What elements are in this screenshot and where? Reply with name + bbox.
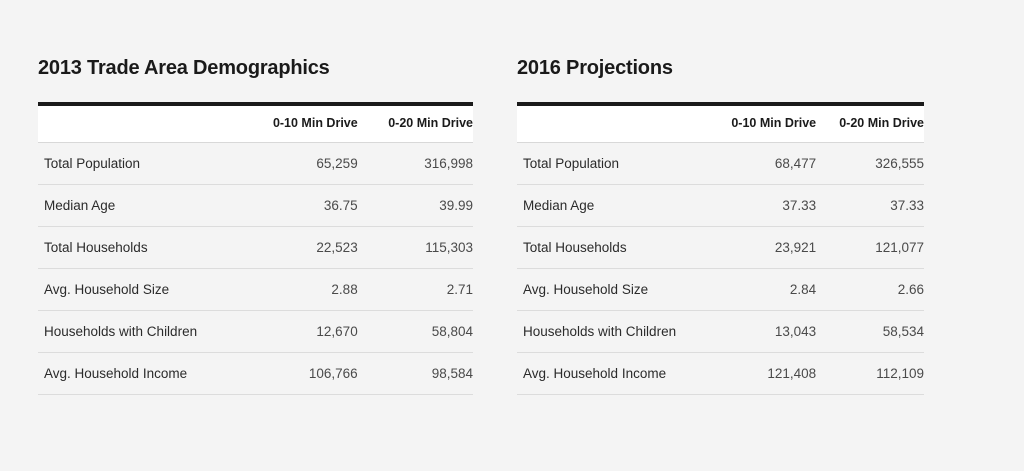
table-row [517, 311, 924, 353]
table-row [517, 269, 924, 311]
column-header-0-10-min-drive: 0-10 Min Drive [708, 104, 816, 143]
column-header-0-10-min-drive: 0-10 Min Drive [242, 104, 357, 143]
row-value-0-10: 37.33 [708, 185, 816, 227]
row-value-0-10: 12,670 [242, 311, 357, 353]
row-label: Households with Children [38, 311, 242, 353]
row-value-0-20: 112,109 [816, 353, 924, 395]
table-body [517, 143, 924, 395]
row-value-0-20: 39.99 [358, 185, 473, 227]
table-row [517, 353, 924, 395]
row-value-0-10: 23,921 [708, 227, 816, 269]
row-label: Households with Children [517, 311, 708, 353]
panel-2013-trade-area-demographics [0, 56, 487, 395]
demographics-table-2016 [517, 102, 924, 395]
table-header-row [517, 104, 924, 143]
row-value-0-20: 58,804 [358, 311, 473, 353]
row-label: Median Age [517, 185, 708, 227]
table-header [38, 104, 473, 143]
table-body [38, 143, 473, 395]
table-header-row [38, 104, 473, 143]
row-label: Avg. Household Size [517, 269, 708, 311]
row-value-0-10: 65,259 [242, 143, 357, 185]
row-value-0-20: 98,584 [358, 353, 473, 395]
row-value-0-20: 115,303 [358, 227, 473, 269]
row-value-0-20: 58,534 [816, 311, 924, 353]
panel-2016-projections [487, 56, 974, 395]
row-value-0-10: 2.88 [242, 269, 357, 311]
table-row [38, 353, 473, 395]
column-header-0-20-min-drive: 0-20 Min Drive [358, 104, 473, 143]
row-value-0-10: 13,043 [708, 311, 816, 353]
row-value-0-10: 36.75 [242, 185, 357, 227]
row-value-0-20: 316,998 [358, 143, 473, 185]
table-row [517, 185, 924, 227]
row-label: Total Population [38, 143, 242, 185]
panel-title: 2013 Trade Area Demographics [38, 57, 330, 79]
table-row [38, 143, 473, 185]
row-label: Avg. Household Size [38, 269, 242, 311]
row-label: Avg. Household Income [38, 353, 242, 395]
row-value-0-20: 2.71 [358, 269, 473, 311]
row-label: Total Households [517, 227, 708, 269]
column-header-0-20-min-drive: 0-20 Min Drive [816, 104, 924, 143]
row-label: Median Age [38, 185, 242, 227]
table-row [517, 227, 924, 269]
table-row [38, 227, 473, 269]
table-row [38, 311, 473, 353]
row-value-0-10: 2.84 [708, 269, 816, 311]
table-row [38, 185, 473, 227]
panel-title: 2016 Projections [517, 57, 673, 79]
table-header [517, 104, 924, 143]
row-value-0-10: 106,766 [242, 353, 357, 395]
row-value-0-10: 68,477 [708, 143, 816, 185]
row-value-0-20: 37.33 [816, 185, 924, 227]
row-value-0-10: 22,523 [242, 227, 357, 269]
demographics-table-2013 [38, 102, 473, 395]
column-header-label [517, 104, 708, 143]
column-header-label [38, 104, 242, 143]
row-label: Total Population [517, 143, 708, 185]
row-value-0-20: 326,555 [816, 143, 924, 185]
table-row [517, 143, 924, 185]
row-value-0-20: 2.66 [816, 269, 924, 311]
table-row [38, 269, 473, 311]
row-label: Total Households [38, 227, 242, 269]
row-label: Avg. Household Income [517, 353, 708, 395]
row-value-0-10: 121,408 [708, 353, 816, 395]
row-value-0-20: 121,077 [816, 227, 924, 269]
